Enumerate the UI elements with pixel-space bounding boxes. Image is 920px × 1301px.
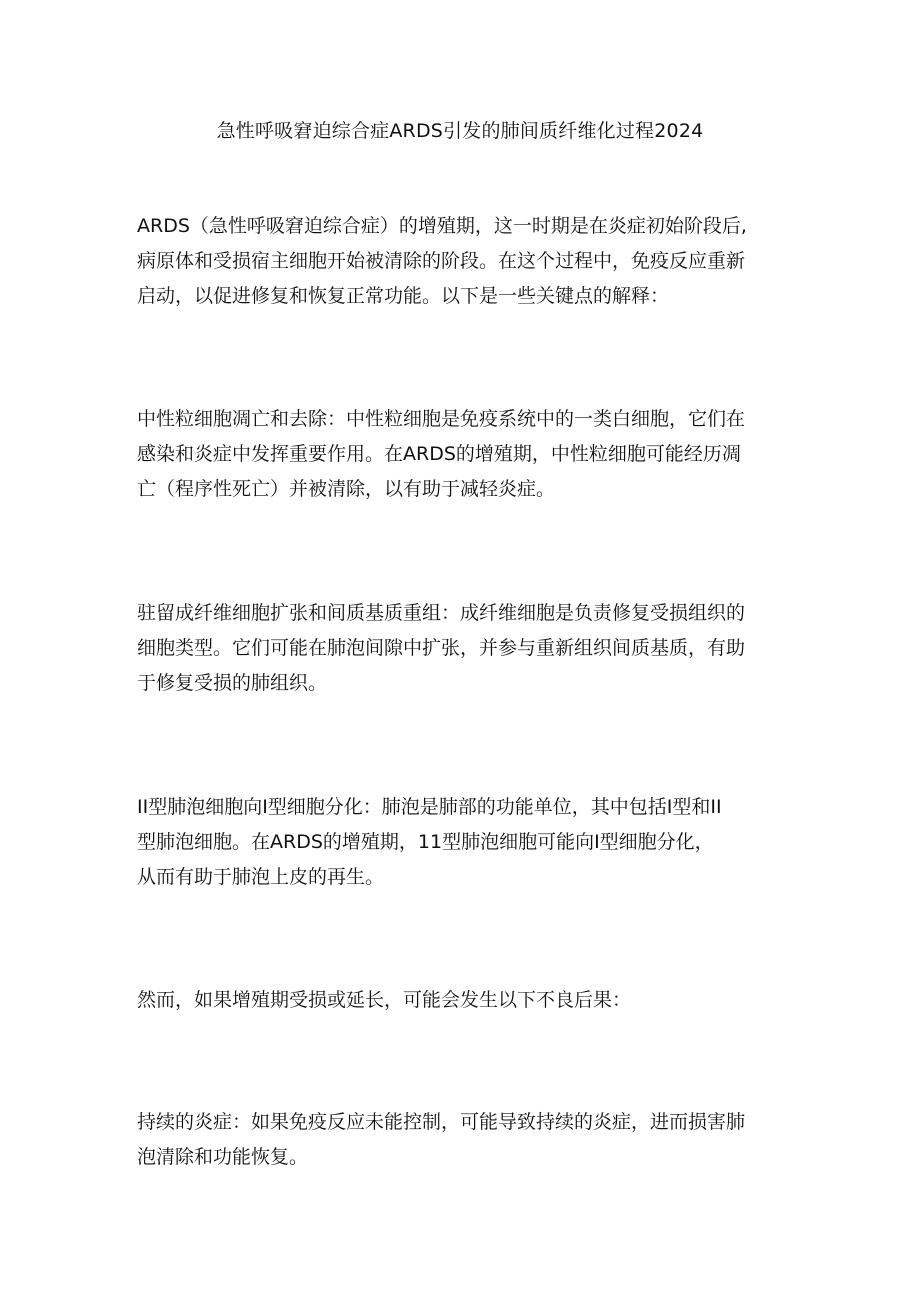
paragraph-line: 型肺泡细胞。在ARDS的增殖期，11型肺泡细胞可能向I型细胞分化，: [137, 831, 714, 853]
paragraph-line: 启动，以促进修复和恢复正常功能。以下是一些关键点的解释：: [137, 285, 670, 307]
paragraph-adverse-outcomes-intro: [137, 983, 787, 1018]
paragraph-line: 泡清除和功能恢复。: [137, 1146, 309, 1168]
paragraph-line: 于修复受损的肺组织。: [137, 672, 328, 694]
paragraph-line: 驻留成纤维细胞扩张和间质基质重组：成纤维细胞是负责修复受损组织的: [137, 602, 746, 624]
paragraph-neutrophil-apoptosis: [137, 402, 787, 507]
paragraph-line: ARDS（急性呼吸窘迫综合症）的增殖期，这一时期是在炎症初始阶段后,: [137, 215, 747, 237]
paragraph-fibroblast-expansion: [137, 596, 787, 701]
paragraph-line: 持续的炎症：如果免疫反应未能控制，可能导致持续的炎症，进而损害肺: [137, 1111, 746, 1133]
paragraph-line: 中性粒细胞凋亡和去除：中性粒细胞是免疫系统中的一类白细胞，它们在: [137, 408, 746, 430]
paragraph-line: II型肺泡细胞向I型细胞分化：肺泡是肺部的功能单位，其中包括I型和II: [137, 796, 722, 818]
paragraph-alveolar-cell-differentiation: [137, 790, 787, 895]
paragraph-line: 然而，如果增殖期受损或延长，可能会发生以下不良后果：: [137, 989, 632, 1011]
paragraph-line: 亡（程序性死亡）并被清除，以有助于减轻炎症。: [137, 478, 556, 500]
paragraph-ards-proliferative-phase: [137, 209, 787, 314]
paragraph-line: 细胞类型。它们可能在肺泡间隙中扩张，并参与重新组织间质基质，有助: [137, 637, 746, 659]
paragraph-line: 病原体和受损宿主细胞开始被清除的阶段。在这个过程中，免疫反应重新: [137, 250, 746, 272]
paragraph-line: 从而有助于肺泡上皮的再生。: [137, 866, 385, 888]
paragraph-line: 感染和炎症中发挥重要作用。在ARDS的增殖期，中性粒细胞可能经历凋: [137, 443, 741, 465]
paragraph-persistent-inflammation: [137, 1105, 787, 1175]
document-title: 急性呼吸窘迫综合症ARDS引发的肺间质纤维化过程2024: [216, 120, 704, 142]
